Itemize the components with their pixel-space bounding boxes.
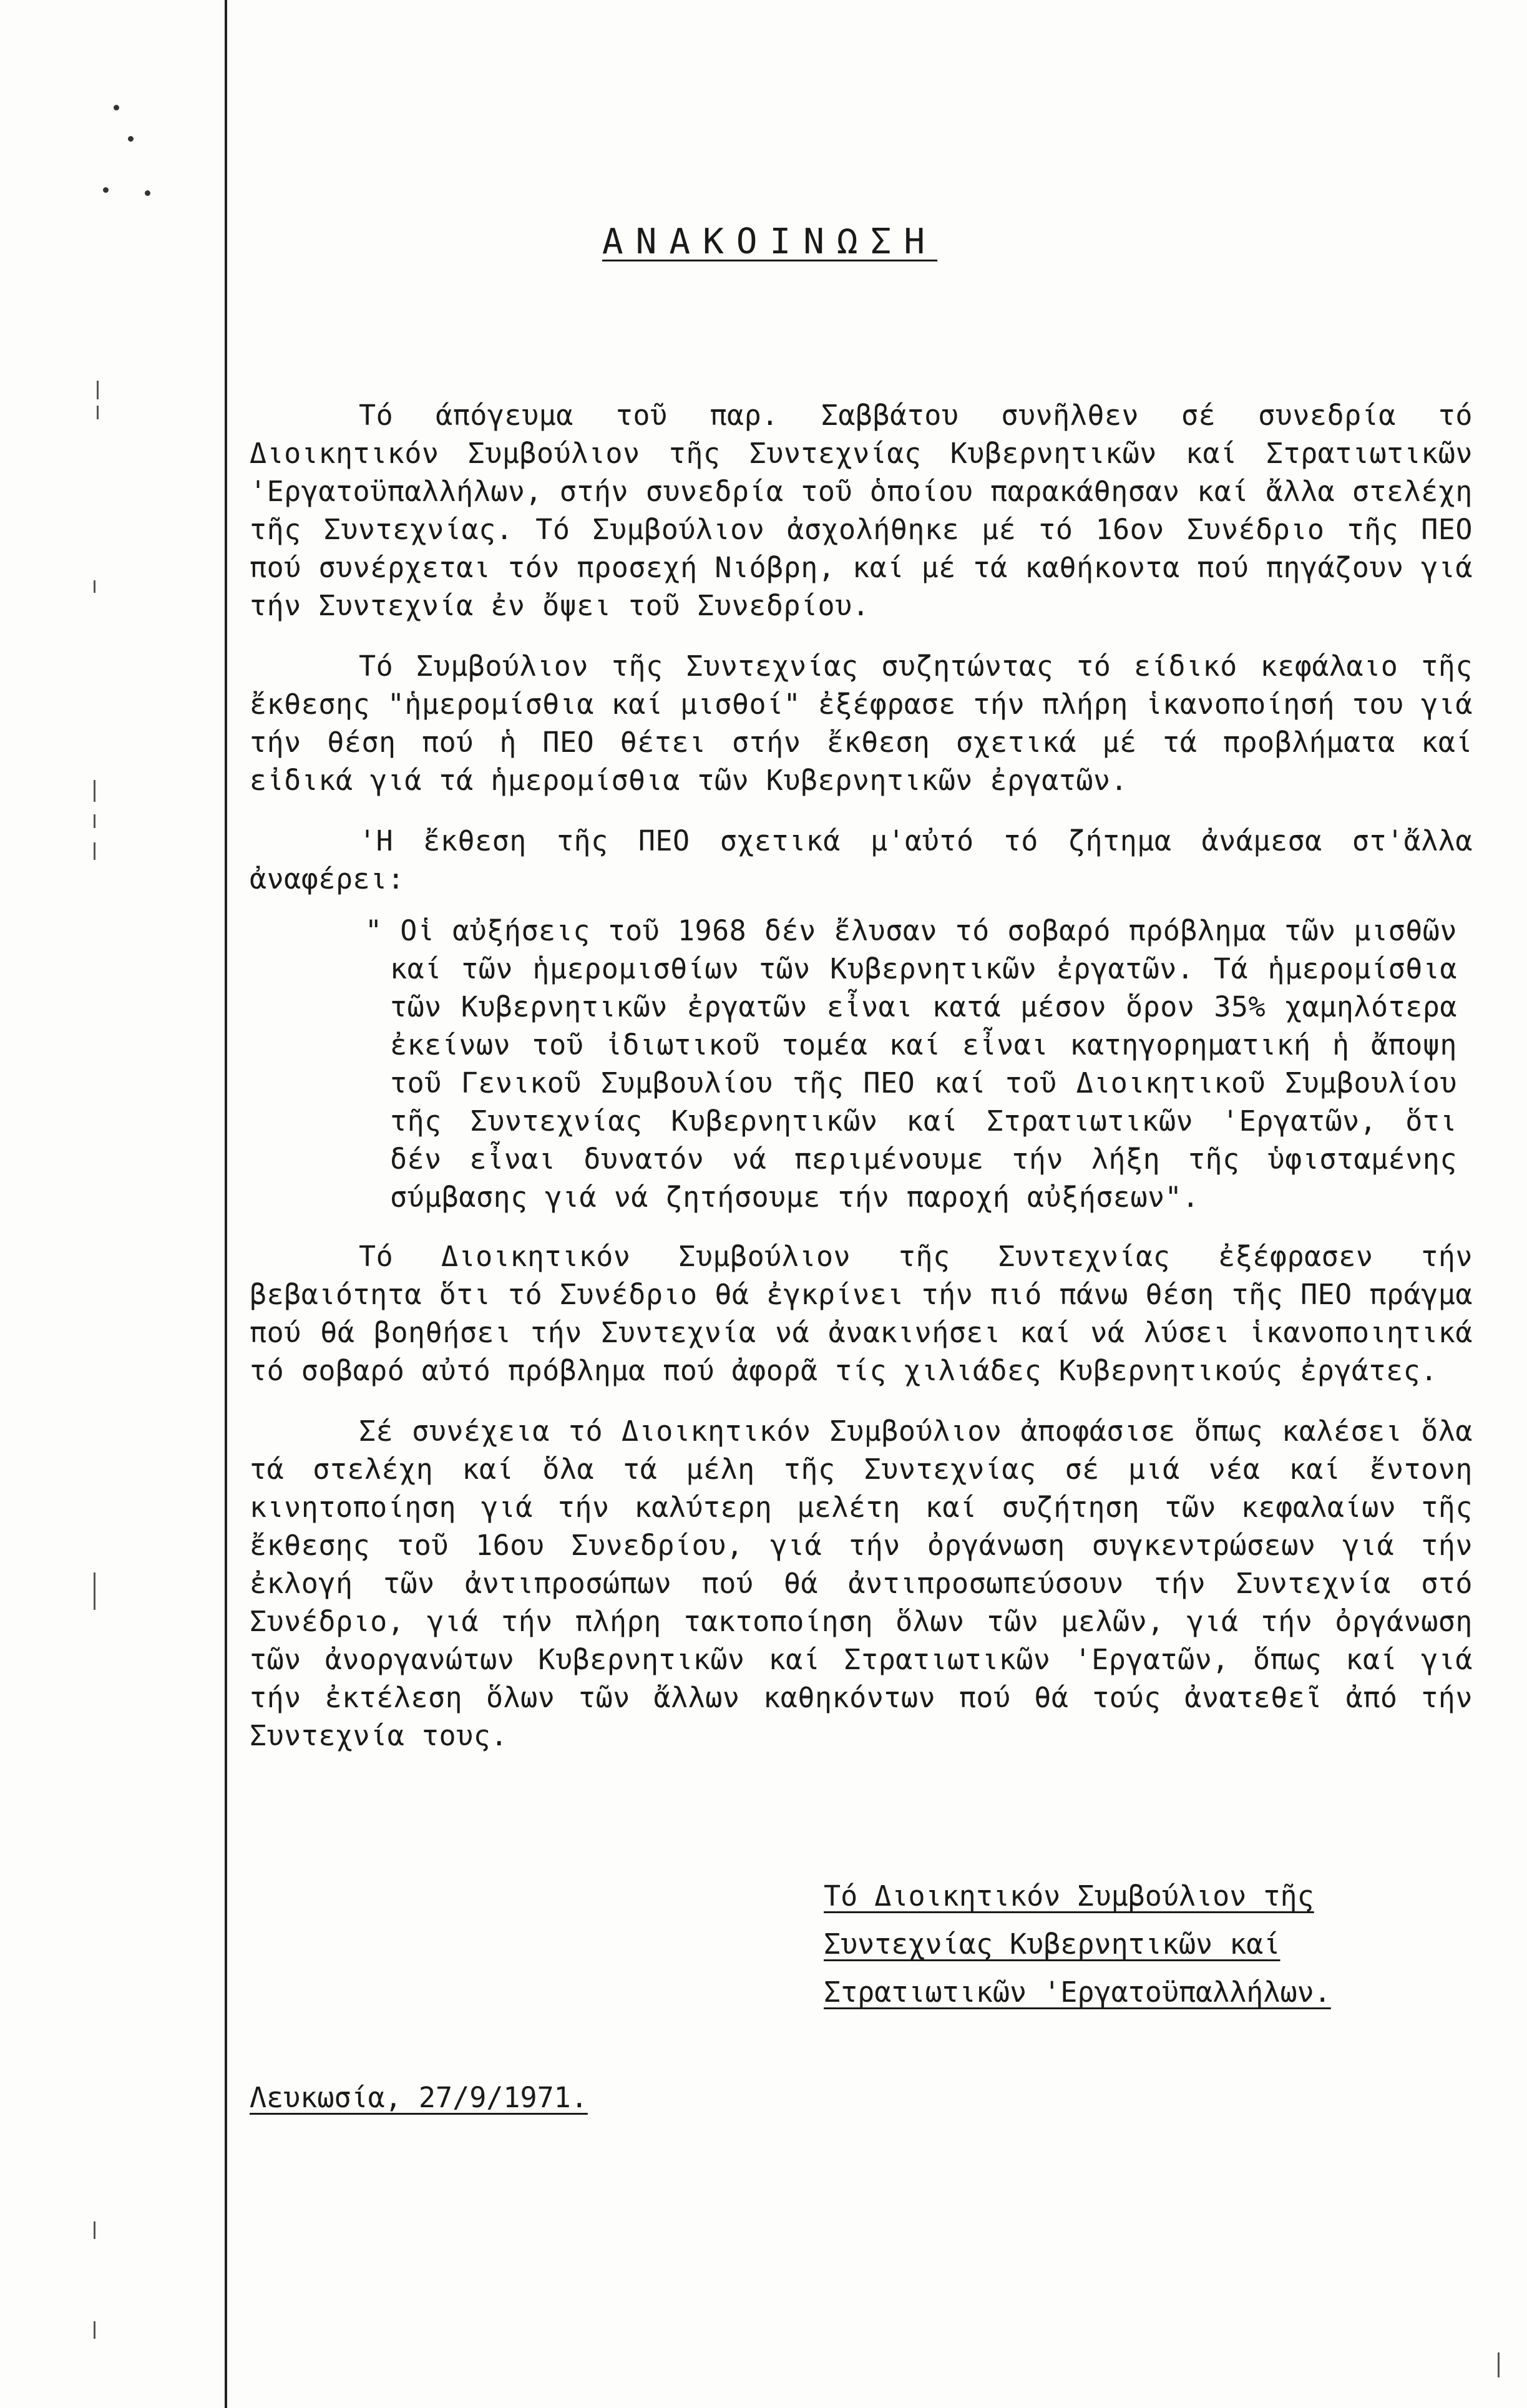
paragraph: Τό Διοικητικόν Συμβούλιον τῆς Συντεχνίας ἐξέφρασεν τήν βεβαιότητα ὅτι τό Συνέδριο θά ἐγκρίνει τήν πιό πάνω θέση τῆς ΠΕΟ πράγμα πού θά βοηθήσει τήν Συντεχνία νά ἀνακινήσει καί νά λύσει ἱκανοποιητικά τό σοβαρό αὐτό πρόβλημα πού ἀφορᾶ τίς χιλιάδες Κυβερνητικούς ἐργάτες. xyxy=(250,1240,1473,1387)
scan-mark xyxy=(94,580,95,593)
scan-mark xyxy=(1498,2352,1500,2377)
scan-mark xyxy=(94,814,95,828)
paragraph: Σέ συνέχεια τό Διοικητικόν Συμβούλιον ἀποφάσισε ὅπως καλέσει ὅλα τά στελέχη καί ὅλα τά μέλη τῆς Συντεχνίας σέ μιά νέα καί ἔντονη κινητοποίηση γιά τήν καλύτερη μελέτη καί συζήτηση τῶν κεφαλαίων τῆς ἔκθεσης τοῦ 16ου Συνεδρίου, γιά τήν ὀργάνωση συγκεντρώσεων γιά τήν ἐκλογή τῶν ἀντιπροσώπων πού θά ἀντιπροσωπεύσουν τήν Συντεχνία στό Συνέδριο, γιά τήν πλήρη τακτοποίηση ὅλων τῶν μελῶν, γιά τήν ὀργάνωση τῶν ἀνοργανώτων Κυβερνητικῶν καί Στρατιωτικῶν 'Εργατῶν, ὅπως καί γιά τήν ἐκτέλεση ὅλων τῶν ἄλλων καθηκόντων πού θά τούς ἀνατεθεῖ ἀπό τήν Συντεχνία τους. xyxy=(250,1415,1473,1752)
signature-line: Τό Διοικητικόν Συμβούλιον τῆς xyxy=(824,1879,1314,1913)
signature-block xyxy=(824,1872,1331,2016)
scan-mark xyxy=(97,381,99,399)
scan-mark xyxy=(94,1572,95,1610)
document-body xyxy=(250,396,1473,1777)
paragraph: Τό Συμβούλιον τῆς Συντεχνίας συζητώντας τό είδικό κεφάλαιο τῆς ἔκθεσης "ἡμερομίσθια καί μισθοί" ἐξέφρασε τήν πλήρη ἱκανοποίησή του γιά τήν θέση πού ἡ ΠΕΟ θέτει στήν ἔκθεση σχετικά μέ τά προβλήματα καί εἰδικά γιά τά ἡμερομίσθια τῶν Κυβερνητικῶν ἐργατῶν. xyxy=(250,650,1473,797)
scan-mark xyxy=(94,780,95,802)
scan-speck xyxy=(103,187,109,193)
scan-speck xyxy=(145,190,150,196)
paragraph: 'Η ἔκθεση τῆς ΠΕΟ σχετικά μ'αὐτό τό ζήτημα ἀνάμεσα στ'ἄλλα ἀναφέρει: xyxy=(250,824,1473,895)
scan-mark xyxy=(94,842,95,860)
margin-rule xyxy=(225,0,227,2408)
paragraph: Τό άπόγευμα τοῦ παρ. Σαββάτου συνῆλθεν σέ συνεδρία τό Διοικητικόν Συμβούλιον τῆς Συντεχνίας Κυβερνητικῶν καί Στρατιωτικῶν 'Εργατοϋπαλλήλων, στήν συνεδρία τοῦ ὁποίου παρακάθησαν καί ἄλλα στελέχη τῆς Συντεχνίας. Τό Συμβούλιον ἀσχολήθηκε μέ τό 16ον Συνέδριο τῆς ΠΕΟ πού συνέρχεται τόν προσεχή Νιόβρη, καί μέ τά καθήκοντα πού πηγάζουν γιά τήν Συντεχνία ἐν ὄψει τοῦ Συνεδρίου. xyxy=(250,399,1473,622)
scan-mark xyxy=(94,2321,95,2339)
scan-mark xyxy=(94,2221,95,2239)
signature-line: Συντεχνίας Κυβερνητικῶν καί xyxy=(824,1928,1281,1961)
document-title: ΑΝΑΚΟΙΝΩΣΗ xyxy=(602,222,938,262)
scan-mark xyxy=(97,406,99,419)
scan-speck xyxy=(114,105,119,110)
quoted-passage: " Οἱ αὐξήσεις τοῦ 1968 δέν ἔλυσαν τό σοβαρό πρόβλημα τῶν μισθῶν καί τῶν ἡμερομισθίων τῶν Κυβερνητικῶν ἐργατῶν. Τά ἡμερομίσθια τῶν Κυβερνητικῶν ἐργατῶν εἶναι κατά μέσον ὅρον 35% χαμηλότερα ἐκείνων τοῦ ἰδιωτικοῦ τομέα καί εἶναι κατηγορηματική ἡ ἄποψη τοῦ Γενικοῦ Συμβουλίου τῆς ΠΕΟ καί τοῦ Διοικητικοῦ Συμβουλίου τῆς Συντεχνίας Κυβερνητικῶν καί Στρατιωτικῶν 'Εργατῶν, ὅτι δέν εἶναι δυνατόν νά περιμένουμε τήν λήξη τῆς ὑφισταμένης σύμβασης γιά νά ζητήσουμε τήν παροχή αὐξήσεων". xyxy=(365,914,1457,1214)
scan-speck xyxy=(128,136,134,142)
signature-line: Στρατιωτικῶν 'Εργατοϋπαλλήλων. xyxy=(824,1976,1331,2009)
dateline: Λευκωσία, 27/9/1971. xyxy=(250,2081,588,2114)
